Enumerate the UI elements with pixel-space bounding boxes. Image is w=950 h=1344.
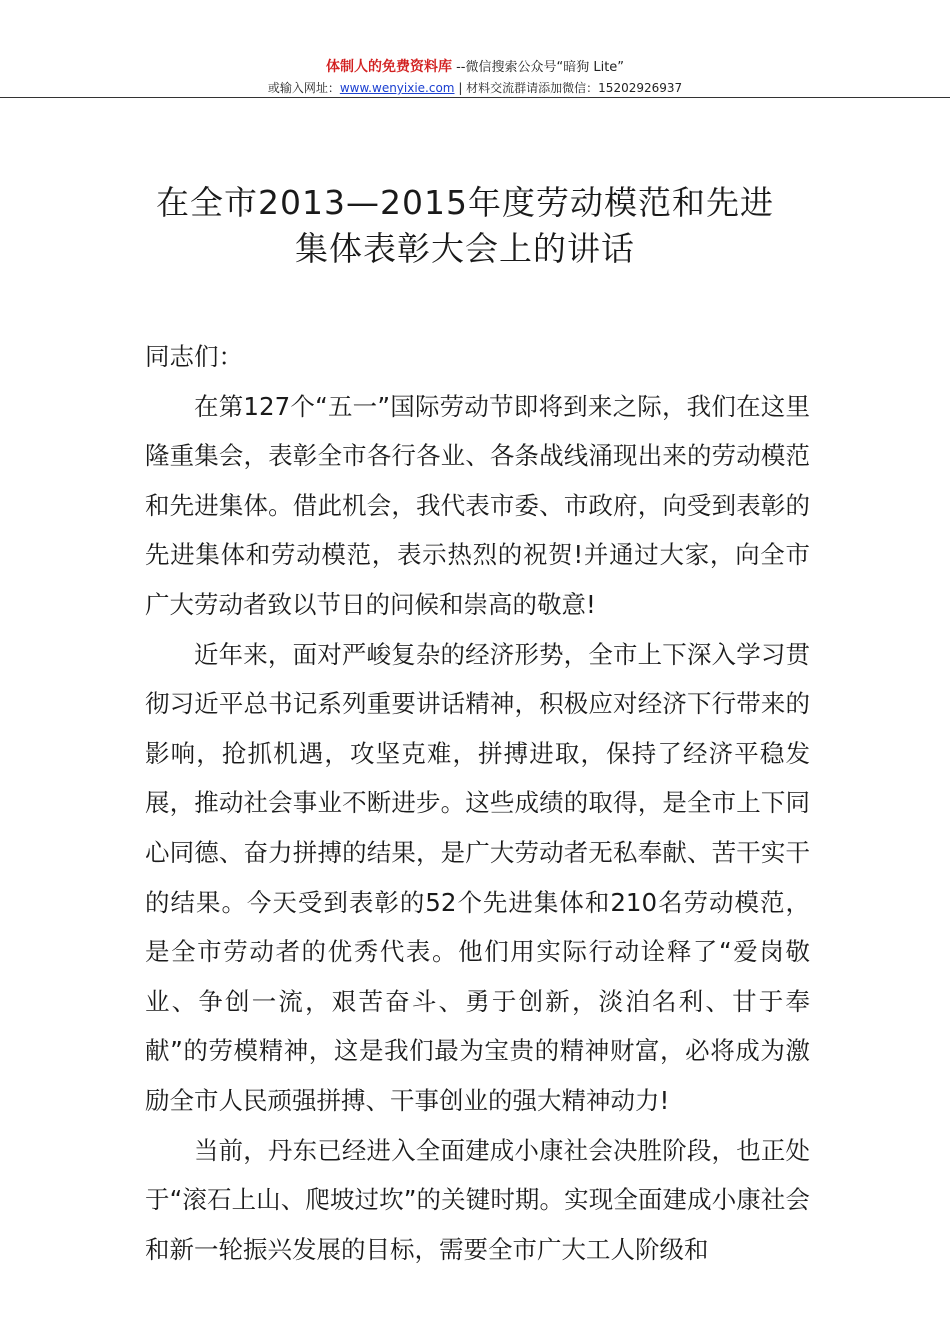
header-contact: | 材料交流群请添加微信：15202926937	[454, 81, 683, 95]
document-title	[100, 180, 830, 272]
header-url-prefix: 或输入网址：	[267, 81, 340, 95]
header-url-link[interactable]: www.wenyixie.com	[339, 81, 455, 95]
paragraph-1: 在第127个“五一”国际劳动节即将到来之际，我们在这里隆重集会，表彰全市各行各业、各条战线涌现出来的劳动模范和先进集体。借此机会，我代表市委、市政府，向受到表彰的先进集体和劳动模范，表示热烈的祝贺!并通过大家，向全市广大劳动者致以节日的问候和崇高的敬意!	[145, 391, 810, 619]
document-body	[145, 332, 810, 1274]
greeting: 同志们：	[145, 342, 243, 371]
header-divider	[0, 97, 950, 98]
page-header	[0, 58, 950, 97]
title-line-2: 集体表彰大会上的讲话	[295, 229, 635, 268]
header-slogan: --微信搜索公众号“暗狗 Lite”	[456, 60, 625, 75]
header-brand: 体制人的免费资料库	[325, 59, 452, 75]
paragraph-2: 近年来，面对严峻复杂的经济形势，全市上下深入学习贯彻习近平总书记系列重要讲话精神，积极应对经济下行带来的影响，抢抓机遇，攻坚克难，拼搏进取，保持了经济平稳发展，推动社会事业不断进步。这些成绩的取得，是全市上下同心同德、奋力拼搏的结果，是广大劳动者无私奉献、苦干实干的结果。今天受到表彰的52个先进集体和210名劳动模范，是全市劳动者的优秀代表。他们用实际行动诠释了“爱岗敬业、争创一流，艰苦奋斗、勇于创新，淡泊名利、甘于奉献”的劳模精神，这是我们最为宝贵的精神财富，必将成为激励全市人民顽强拼搏、干事创业的强大精神动力!	[145, 639, 810, 1115]
header-line-1	[0, 58, 950, 77]
header-line-2	[0, 79, 950, 97]
paragraph-3: 当前，丹东已经进入全面建成小康社会决胜阶段，也正处于“滚石上山、爬坡过坎”的关键时期。实现全面建成小康社会和新一轮振兴发展的目标，需要全市广大工人阶级和	[145, 1135, 810, 1264]
title-line-1: 在全市2013—2015年度劳动模范和先进	[156, 183, 774, 222]
